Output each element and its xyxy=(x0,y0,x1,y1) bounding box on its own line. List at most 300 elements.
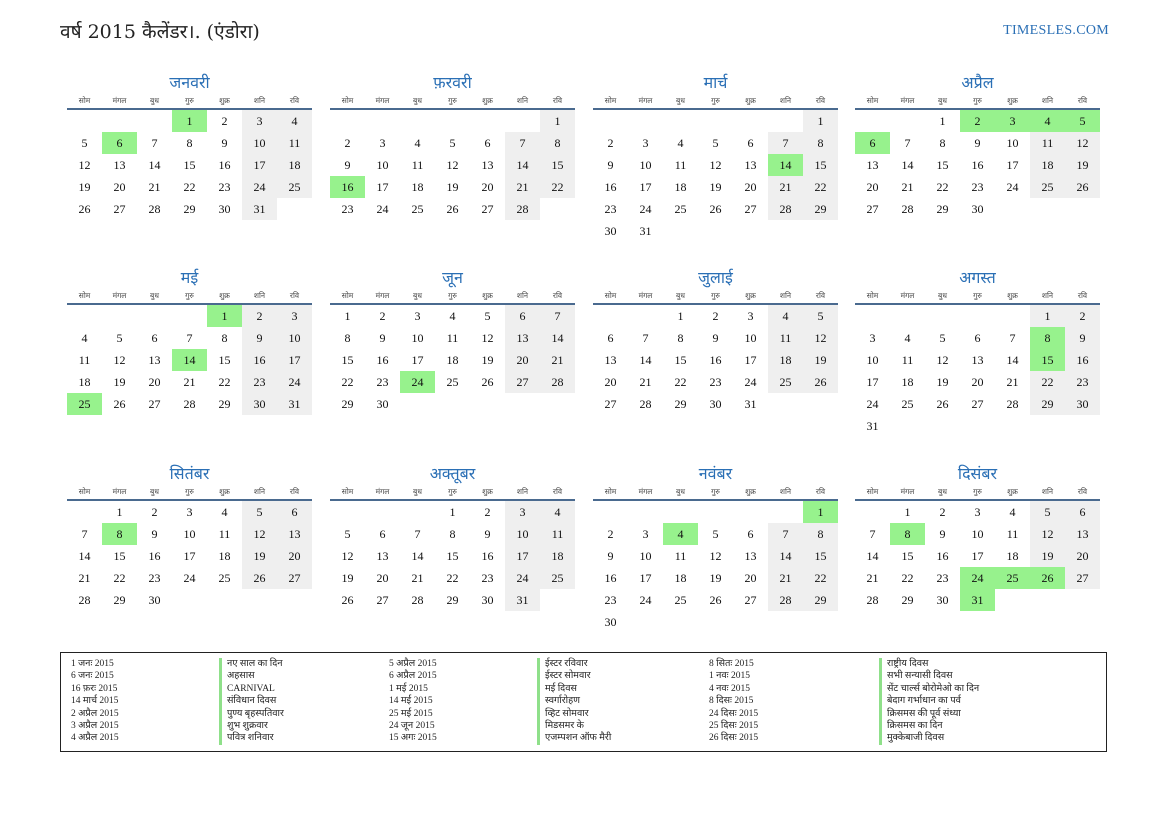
day-cell: 12 xyxy=(78,158,91,172)
day-cell: 12 xyxy=(1030,523,1065,545)
day-cell: 3 xyxy=(642,527,649,541)
day-cell: 31 xyxy=(242,198,277,220)
day-cell: 2 xyxy=(712,309,719,323)
day-cell: 31 xyxy=(960,589,995,611)
empty-cell xyxy=(172,305,207,327)
day-cell: 22 xyxy=(540,176,575,198)
weekday-label: शनि xyxy=(779,96,792,105)
day-cell: 30 xyxy=(481,593,494,607)
day-cell: 25 xyxy=(67,393,102,415)
day-cell: 30 xyxy=(242,393,277,415)
empty-cell xyxy=(137,305,172,327)
day-cell: 8 xyxy=(890,523,925,545)
day-cell: 26 xyxy=(1030,567,1065,589)
empty-cell xyxy=(855,501,890,523)
day-cell: 11 xyxy=(768,327,803,349)
day-cell: 13 xyxy=(971,353,984,367)
weekday-label: शनि xyxy=(253,487,266,496)
day-cell: 14 xyxy=(411,549,424,563)
month-name: अक्तूबर xyxy=(429,464,476,483)
day-cell: 14 xyxy=(540,327,575,349)
day-cell: 5 xyxy=(242,501,277,523)
weekday-label: सोम xyxy=(604,487,617,496)
day-cell: 27 xyxy=(113,202,126,216)
day-cell: 14 xyxy=(901,158,914,172)
day-grid xyxy=(593,108,838,242)
day-cell: 10 xyxy=(1006,136,1019,150)
day-cell: 23 xyxy=(709,375,722,389)
day-cell: 26 xyxy=(113,397,126,411)
day-cell: 9 xyxy=(607,549,614,563)
day-cell: 13 xyxy=(604,353,617,367)
day-cell: 11 xyxy=(218,527,231,541)
day-cell: 11 xyxy=(446,331,459,345)
holiday-name: सेंट चार्ल्स बोरोमेओ का दिन xyxy=(879,683,979,695)
day-cell: 24 xyxy=(400,371,435,393)
day-cell: 9 xyxy=(242,327,277,349)
empty-cell xyxy=(137,110,172,132)
day-cell: 9 xyxy=(607,158,614,172)
day-cell: 14 xyxy=(148,158,161,172)
day-grid xyxy=(593,303,838,415)
day-cell: 25 xyxy=(1030,176,1065,198)
empty-cell xyxy=(470,110,505,132)
empty-cell xyxy=(102,305,137,327)
day-cell: 14 xyxy=(1006,353,1019,367)
day-cell: 9 xyxy=(379,331,386,345)
weekday-label: शुक्र xyxy=(745,96,756,105)
day-cell: 19 xyxy=(446,180,459,194)
day-cell: 25 xyxy=(674,202,687,216)
day-cell: 6 xyxy=(974,331,981,345)
weekday-label: मंगल xyxy=(375,291,390,300)
day-cell: 10 xyxy=(971,527,984,541)
day-cell: 10 xyxy=(639,158,652,172)
empty-cell xyxy=(593,305,628,327)
weekday-label: रवि xyxy=(552,291,563,300)
day-cell: 17 xyxy=(242,154,277,176)
day-grid xyxy=(67,499,312,611)
day-cell: 2 xyxy=(939,505,946,519)
day-cell: 24 xyxy=(376,202,389,216)
empty-cell xyxy=(925,305,960,327)
day-cell: 19 xyxy=(341,571,354,585)
day-cell: 16 xyxy=(1065,349,1100,371)
day-cell: 7 xyxy=(869,527,876,541)
day-cell: 8 xyxy=(1030,327,1065,349)
day-cell: 20 xyxy=(866,180,879,194)
day-cell: 13 xyxy=(744,549,757,563)
month-block xyxy=(593,72,838,242)
holiday-date: 14 मई 2015 xyxy=(389,696,433,707)
day-cell: 25 xyxy=(446,375,459,389)
weekday-label: बुध xyxy=(676,291,685,300)
site-name[interactable]: TIMESLES.COM xyxy=(1003,23,1109,38)
day-cell: 16 xyxy=(481,549,494,563)
day-cell: 1 xyxy=(449,505,456,519)
day-cell: 4 xyxy=(414,136,421,150)
day-cell: 27 xyxy=(744,593,757,607)
weekday-label: रवि xyxy=(815,96,826,105)
weekday-label: गुरु xyxy=(448,291,457,300)
day-cell: 13 xyxy=(113,158,126,172)
day-cell: 12 xyxy=(242,523,277,545)
month-name: अगस्त xyxy=(959,268,996,287)
day-cell: 14 xyxy=(639,353,652,367)
empty-cell xyxy=(400,110,435,132)
day-cell: 3 xyxy=(379,136,386,150)
weekday-label: शनि xyxy=(516,487,529,496)
weekday-label: गुरु xyxy=(711,291,720,300)
day-cell: 21 xyxy=(411,571,424,585)
day-cell: 22 xyxy=(1030,371,1065,393)
day-cell: 24 xyxy=(639,202,652,216)
empty-cell xyxy=(890,305,925,327)
day-cell: 28 xyxy=(639,397,652,411)
day-cell: 4 xyxy=(768,305,803,327)
day-cell: 11 xyxy=(540,523,575,545)
weekday-label: रवि xyxy=(815,487,826,496)
day-cell: 7 xyxy=(642,331,649,345)
weekday-label: रवि xyxy=(289,96,300,105)
holiday-date-column xyxy=(709,658,758,745)
holiday-date: 14 मार्च 2015 xyxy=(71,696,119,707)
day-cell: 28 xyxy=(901,202,914,216)
empty-cell xyxy=(505,110,540,132)
weekday-label: रवि xyxy=(289,487,300,496)
day-cell: 10 xyxy=(183,527,196,541)
holiday-date: 16 फ़रः 2015 xyxy=(71,683,118,694)
empty-cell xyxy=(663,110,698,132)
day-cell: 6 xyxy=(151,331,158,345)
day-cell: 19 xyxy=(113,375,126,389)
day-cell: 3 xyxy=(642,136,649,150)
holiday-name: बेदाग गर्भाधान का पर्व xyxy=(879,695,979,707)
weekday-label: बुध xyxy=(676,96,685,105)
day-cell: 7 xyxy=(414,527,421,541)
day-cell: 28 xyxy=(1006,397,1019,411)
day-cell: 24 xyxy=(639,593,652,607)
day-cell: 21 xyxy=(866,571,879,585)
day-cell: 25 xyxy=(768,371,803,393)
day-cell: 15 xyxy=(341,353,354,367)
weekday-header xyxy=(330,485,575,499)
day-cell: 24 xyxy=(505,567,540,589)
weekday-header xyxy=(67,94,312,108)
day-cell: 9 xyxy=(151,527,158,541)
day-cell: 26 xyxy=(936,397,949,411)
day-cell: 30 xyxy=(709,397,722,411)
day-cell: 1 xyxy=(803,501,838,523)
day-cell: 6 xyxy=(607,331,614,345)
day-cell: 17 xyxy=(639,180,652,194)
day-cell: 3 xyxy=(995,110,1030,132)
holiday-name: ईस्टर सोमवार xyxy=(537,670,611,682)
weekday-label: गुरु xyxy=(973,96,982,105)
weekday-label: मंगल xyxy=(375,487,390,496)
day-cell: 27 xyxy=(866,202,879,216)
day-cell: 4 xyxy=(540,501,575,523)
month-name: मई xyxy=(180,268,199,287)
day-cell: 9 xyxy=(974,136,981,150)
empty-cell xyxy=(330,110,365,132)
day-cell: 10 xyxy=(411,331,424,345)
weekday-label: सोम xyxy=(866,487,879,496)
weekday-label: गुरु xyxy=(711,96,720,105)
day-cell: 4 xyxy=(1009,505,1016,519)
day-cell: 16 xyxy=(330,176,365,198)
day-cell: 8 xyxy=(803,523,838,545)
day-cell: 17 xyxy=(411,353,424,367)
month-name: सितंबर xyxy=(169,464,210,483)
day-cell: 15 xyxy=(218,353,231,367)
empty-cell xyxy=(698,501,733,523)
day-cell: 30 xyxy=(604,224,617,238)
day-cell: 29 xyxy=(674,397,687,411)
day-grid xyxy=(593,499,838,633)
weekday-label: गुरु xyxy=(711,487,720,496)
day-cell: 22 xyxy=(803,176,838,198)
day-cell: 1 xyxy=(939,114,946,128)
weekday-label: बुध xyxy=(150,96,159,105)
day-cell: 8 xyxy=(221,331,228,345)
day-cell: 7 xyxy=(768,523,803,545)
month-block xyxy=(330,267,575,415)
day-cell: 4 xyxy=(449,309,456,323)
day-cell: 19 xyxy=(1065,154,1100,176)
holiday-name: क्रिसमस की पूर्व संध्या xyxy=(879,708,979,720)
weekday-header xyxy=(855,94,1100,108)
month-block xyxy=(67,267,312,415)
day-cell: 16 xyxy=(242,349,277,371)
day-cell: 27 xyxy=(604,397,617,411)
weekday-label: शनि xyxy=(516,291,529,300)
day-cell: 1 xyxy=(344,309,351,323)
month-block xyxy=(855,463,1100,611)
day-cell: 14 xyxy=(78,549,91,563)
holiday-name: संविधान दिवस xyxy=(219,695,284,707)
day-cell: 7 xyxy=(540,305,575,327)
day-cell: 24 xyxy=(960,567,995,589)
day-grid xyxy=(330,108,575,220)
day-cell: 27 xyxy=(376,593,389,607)
empty-cell xyxy=(960,305,995,327)
day-cell: 17 xyxy=(183,549,196,563)
day-cell: 6 xyxy=(102,132,137,154)
day-cell: 31 xyxy=(505,589,540,611)
day-cell: 19 xyxy=(709,571,722,585)
holiday-name: स्वर्गारोहण xyxy=(537,695,611,707)
day-cell: 19 xyxy=(936,375,949,389)
day-grid xyxy=(330,303,575,415)
month-name: जनवरी xyxy=(169,73,210,92)
weekday-label: बुध xyxy=(938,291,947,300)
day-cell: 5 xyxy=(1030,501,1065,523)
day-cell: 28 xyxy=(540,371,575,393)
weekday-label: बुध xyxy=(413,487,422,496)
weekday-label: गुरु xyxy=(185,291,194,300)
day-cell: 17 xyxy=(639,571,652,585)
weekday-label: मंगल xyxy=(375,96,390,105)
holiday-name: मिडसमर के xyxy=(537,720,611,732)
holiday-date: 5 अप्रैल 2015 xyxy=(389,659,437,669)
weekday-label: बुध xyxy=(938,96,947,105)
day-cell: 1 xyxy=(803,110,838,132)
day-cell: 9 xyxy=(712,331,719,345)
day-cell: 15 xyxy=(936,158,949,172)
day-cell: 7 xyxy=(768,132,803,154)
weekday-label: बुध xyxy=(676,487,685,496)
day-cell: 21 xyxy=(639,375,652,389)
day-cell: 29 xyxy=(218,397,231,411)
day-cell: 11 xyxy=(674,158,687,172)
day-cell: 20 xyxy=(971,375,984,389)
day-cell: 24 xyxy=(744,375,757,389)
holiday-name-column xyxy=(537,658,611,745)
weekday-label: गुरु xyxy=(973,487,982,496)
day-cell: 18 xyxy=(78,375,91,389)
weekday-label: गुरु xyxy=(185,96,194,105)
day-cell: 27 xyxy=(277,567,312,589)
day-cell: 3 xyxy=(505,501,540,523)
empty-cell xyxy=(365,501,400,523)
day-cell: 11 xyxy=(411,158,424,172)
day-cell: 18 xyxy=(218,549,231,563)
day-cell: 16 xyxy=(936,549,949,563)
day-cell: 15 xyxy=(540,154,575,176)
month-name: अप्रैल xyxy=(961,73,994,92)
day-cell: 12 xyxy=(446,158,459,172)
day-cell: 20 xyxy=(376,571,389,585)
holiday-name: शुभ शुक्रवार xyxy=(219,720,284,732)
day-cell: 15 xyxy=(674,353,687,367)
weekday-label: शुक्र xyxy=(482,291,493,300)
day-cell: 26 xyxy=(709,202,722,216)
day-cell: 14 xyxy=(172,349,207,371)
day-cell: 15 xyxy=(803,154,838,176)
day-cell: 4 xyxy=(677,136,684,150)
day-grid xyxy=(67,303,312,415)
holiday-date: 26 दिसः 2015 xyxy=(709,733,759,744)
weekday-label: मंगल xyxy=(112,96,127,105)
empty-cell xyxy=(330,501,365,523)
weekday-label: शनि xyxy=(253,291,266,300)
day-cell: 20 xyxy=(505,349,540,371)
weekday-label: सोम xyxy=(604,291,617,300)
empty-cell xyxy=(995,305,1030,327)
day-cell: 10 xyxy=(242,132,277,154)
holiday-date: 15 अगः 2015 xyxy=(389,733,437,744)
day-cell: 19 xyxy=(481,353,494,367)
day-cell: 18 xyxy=(446,353,459,367)
day-cell: 28 xyxy=(78,593,91,607)
empty-cell xyxy=(768,110,803,132)
day-cell: 5 xyxy=(712,136,719,150)
day-cell: 1 xyxy=(904,505,911,519)
day-cell: 21 xyxy=(768,567,803,589)
day-cell: 15 xyxy=(446,549,459,563)
day-cell: 1 xyxy=(540,110,575,132)
empty-cell xyxy=(698,110,733,132)
holiday-date: 4 अप्रैल 2015 xyxy=(71,733,119,744)
day-cell: 10 xyxy=(505,523,540,545)
day-cell: 19 xyxy=(78,180,91,194)
weekday-label: सोम xyxy=(341,487,354,496)
weekday-label: गुरु xyxy=(448,96,457,105)
day-cell: 20 xyxy=(1065,545,1100,567)
day-cell: 5 xyxy=(1065,110,1100,132)
day-cell: 29 xyxy=(113,593,126,607)
day-cell: 26 xyxy=(341,593,354,607)
weekday-label: शुक्र xyxy=(1007,487,1018,496)
day-cell: 18 xyxy=(674,180,687,194)
day-cell: 12 xyxy=(1065,132,1100,154)
day-cell: 3 xyxy=(974,505,981,519)
weekday-header xyxy=(67,289,312,303)
day-cell: 20 xyxy=(148,375,161,389)
day-cell: 11 xyxy=(1006,527,1019,541)
day-cell: 17 xyxy=(277,349,312,371)
day-cell: 23 xyxy=(481,571,494,585)
weekday-label: मंगल xyxy=(638,487,653,496)
day-cell: 29 xyxy=(446,593,459,607)
month-name: मार्च xyxy=(703,73,728,92)
holiday-date: 3 अप्रैल 2015 xyxy=(71,720,119,731)
day-cell: 19 xyxy=(709,180,722,194)
day-cell: 21 xyxy=(505,176,540,198)
day-cell: 21 xyxy=(78,571,91,585)
weekday-header xyxy=(67,485,312,499)
day-cell: 4 xyxy=(663,523,698,545)
empty-cell xyxy=(67,110,102,132)
day-cell: 13 xyxy=(744,158,757,172)
empty-cell xyxy=(890,110,925,132)
weekday-label: गुरु xyxy=(973,291,982,300)
day-cell: 9 xyxy=(939,527,946,541)
day-cell: 3 xyxy=(242,110,277,132)
day-cell: 30 xyxy=(1065,393,1100,415)
day-cell: 5 xyxy=(939,331,946,345)
day-cell: 22 xyxy=(936,180,949,194)
holiday-name: CARNIVAL xyxy=(219,683,284,695)
weekday-label: शुक्र xyxy=(482,96,493,105)
day-cell: 21 xyxy=(148,180,161,194)
day-cell: 20 xyxy=(113,180,126,194)
day-cell: 3 xyxy=(277,305,312,327)
day-cell: 20 xyxy=(604,375,617,389)
weekday-label: मंगल xyxy=(112,487,127,496)
day-cell: 26 xyxy=(446,202,459,216)
weekday-label: मंगल xyxy=(900,487,915,496)
day-cell: 11 xyxy=(277,132,312,154)
weekday-header xyxy=(593,94,838,108)
day-cell: 23 xyxy=(148,571,161,585)
day-cell: 8 xyxy=(939,136,946,150)
day-cell: 25 xyxy=(540,567,575,589)
day-cell: 20 xyxy=(481,180,494,194)
day-cell: 18 xyxy=(674,571,687,585)
day-cell: 23 xyxy=(604,202,617,216)
holiday-date: 24 दिसः 2015 xyxy=(709,708,759,719)
day-cell: 23 xyxy=(936,571,949,585)
weekday-header xyxy=(855,289,1100,303)
day-cell: 8 xyxy=(186,136,193,150)
holiday-name: एजम्पशन ऑफ मैरी xyxy=(537,732,611,744)
weekday-label: शुक्र xyxy=(1007,96,1018,105)
day-cell: 18 xyxy=(277,154,312,176)
day-cell: 12 xyxy=(341,549,354,563)
day-cell: 28 xyxy=(768,589,803,611)
